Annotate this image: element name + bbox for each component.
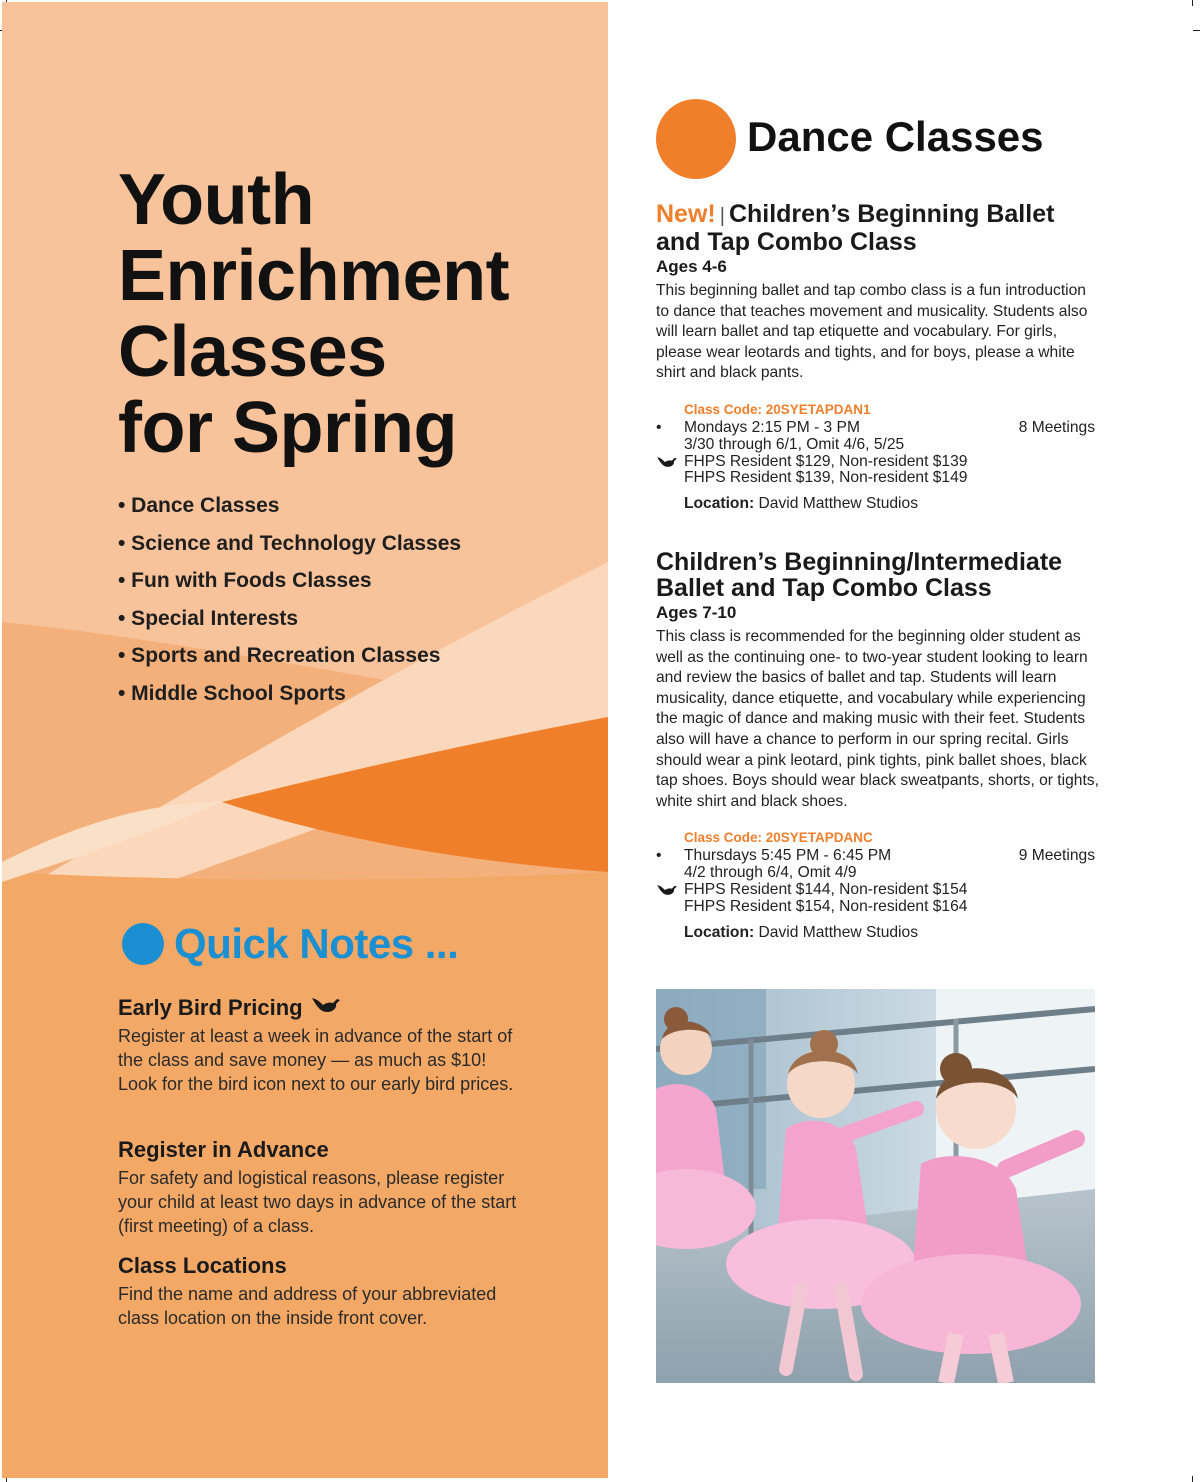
crop-mark bbox=[1193, 30, 1200, 31]
location-name: David Matthew Studios bbox=[758, 495, 918, 513]
quick-notes-title-text: Quick Notes bbox=[174, 920, 414, 967]
class-schedule bbox=[656, 848, 1101, 915]
quick-notes-ellipsis: ... bbox=[424, 920, 459, 967]
circle-icon bbox=[122, 923, 164, 965]
quick-notes-title bbox=[174, 920, 458, 968]
note-heading-text: Early Bird Pricing bbox=[118, 995, 303, 1020]
topic-item: • Middle School Sports bbox=[118, 681, 346, 705]
note-heading bbox=[118, 994, 518, 1022]
schedule-row bbox=[656, 420, 1101, 437]
class-code: Class Code: 20SYETAPDANC bbox=[684, 830, 873, 846]
class-location bbox=[656, 924, 1101, 942]
early-price-row bbox=[656, 882, 1101, 899]
meeting-count: 8 Meetings bbox=[1018, 418, 1095, 436]
class-code: Class Code: 20SYETAPDAN1 bbox=[684, 401, 871, 417]
class-location bbox=[656, 495, 1101, 513]
class-listing bbox=[656, 549, 1101, 942]
class-ages: Ages 4-6 bbox=[656, 257, 727, 276]
location-name: David Matthew Studios bbox=[758, 923, 918, 941]
title-line: for Spring bbox=[118, 388, 457, 468]
class-title-text: Children’s Beginning Ballet and Tap Combo Class bbox=[656, 200, 1055, 256]
note-early-bird bbox=[118, 994, 518, 1096]
quick-notes-header bbox=[122, 920, 458, 968]
location-label: Location: bbox=[684, 923, 755, 941]
class-schedule bbox=[656, 420, 1101, 487]
bird-icon bbox=[311, 994, 341, 1022]
class-title: Children’s Beginning/Intermediate Ballet and Tap Combo Class bbox=[656, 548, 1063, 602]
left-panel bbox=[2, 2, 608, 1478]
meeting-count: 9 Meetings bbox=[1018, 847, 1095, 865]
title-line: Classes bbox=[118, 312, 387, 392]
class-description: This beginning ballet and tap combo class is a fun introduction to dance that teaches movement and musicality. Students also will learn ballet and tap etiquette and vocabulary. For girls, please wear leotards and tights, and for boys, please a white shirt and black pants. bbox=[656, 282, 1088, 382]
topic-item: • Dance Classes bbox=[118, 494, 280, 517]
title-separator: | bbox=[719, 205, 725, 227]
page-title bbox=[118, 162, 509, 466]
new-badge: New! bbox=[656, 200, 716, 228]
section-title: Dance Classes bbox=[747, 113, 1044, 160]
note-body: Find the name and address of your abbreviated class location on the inside front cover. bbox=[118, 1284, 497, 1328]
bullet: • bbox=[656, 418, 662, 436]
schedule-time: Mondays 2:15 PM - 3 PM bbox=[684, 418, 860, 436]
topic-item: • Fun with Foods Classes bbox=[118, 569, 372, 592]
circle-icon bbox=[656, 99, 736, 179]
class-description: This class is recommended for the beginning older student as well as the continuing one- to two-year student looking to learn and review the basics of ballet and tap. Students will learn musicality, dance etiquette, and vocabulary while experiencing the magic of dance and making music with their feet. Students also will have a chance to perform in our spring recital. Girls should wear a pink leotard, pink tights, pink ballet shoes, black tap shoes. Boys should wear black sweatpants, shorts, or tights, white shirt and black shoes. bbox=[656, 628, 1099, 810]
schedule-time: Thursdays 5:45 PM - 6:45 PM bbox=[684, 847, 892, 865]
schedule-dates: 3/30 through 6/1, Omit 4/6, 5/25 bbox=[684, 435, 905, 453]
note-body: For safety and logistical reasons, please register your child at least two days in advance of the start (first meeting) of a class. bbox=[118, 1168, 517, 1236]
note-heading: Register in Advance bbox=[118, 1137, 329, 1162]
crop-mark bbox=[1192, 1476, 1193, 1482]
note-body: Register at least a week in advance of the start of the class and save money — as much as $10! Look for the bird icon next to our early bird prices. bbox=[118, 1026, 514, 1094]
topic-list bbox=[118, 490, 461, 715]
crop-mark bbox=[1192, 0, 1193, 6]
ballet-photo bbox=[656, 989, 1095, 1383]
class-ages: Ages 7-10 bbox=[656, 603, 737, 622]
title-line: Youth bbox=[118, 160, 315, 240]
class-listing bbox=[656, 201, 1101, 513]
early-price: FHPS Resident $129, Non-resident $139 bbox=[684, 452, 968, 470]
note-class-locations bbox=[118, 1252, 518, 1330]
regular-price: FHPS Resident $139, Non-resident $149 bbox=[684, 469, 968, 487]
note-register-advance bbox=[118, 1136, 518, 1238]
topic-item: • Sports and Recreation Classes bbox=[118, 644, 441, 667]
early-price: FHPS Resident $144, Non-resident $154 bbox=[684, 880, 968, 898]
schedule-row bbox=[656, 848, 1101, 865]
title-line: Enrichment bbox=[118, 236, 510, 316]
class-details bbox=[656, 400, 1101, 513]
early-price-row bbox=[656, 454, 1101, 471]
regular-price: FHPS Resident $154, Non-resident $164 bbox=[684, 897, 968, 915]
location-label: Location: bbox=[684, 495, 755, 513]
bullet: • bbox=[656, 847, 662, 865]
class-title bbox=[656, 201, 1101, 255]
topic-item: • Science and Technology Classes bbox=[118, 531, 462, 555]
note-heading: Class Locations bbox=[118, 1253, 287, 1278]
class-details bbox=[656, 828, 1101, 941]
schedule-dates: 4/2 through 6/4, Omit 4/9 bbox=[684, 864, 857, 882]
topic-item: • Special Interests bbox=[118, 606, 299, 630]
